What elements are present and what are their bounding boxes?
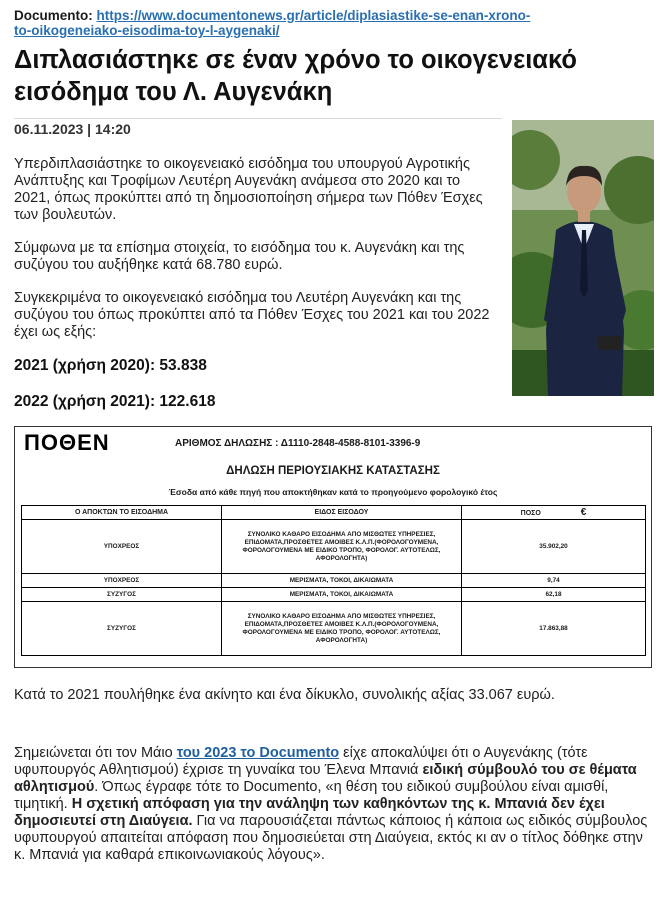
table-header-row: [22, 506, 646, 520]
paragraph-2: Σύμφωνα με τα επίσημα στοιχεία, το εισόδημα του κ. Αυγενάκη και της συζύγου του αυξήθηκε κατά 68.780 ευρώ.: [14, 240, 465, 273]
asset-declaration-form-image: [14, 426, 652, 668]
closing-text-4: Για να παρουσιάζεται πάντως κάποιος ή κάποια ως ειδικός σύμβουλος υφυπουργού απαιτείται απόφαση που δημοσιεύεται στη Διαύγεια, εκτός κι αν ο τίτλος δόθηκε στην κ. Μπανιά για καθαρά επικοινωνιακούς λόγους».: [14, 813, 648, 863]
declaration-number: ΑΡΙΘΜΟΣ ΔΗΛΩΣΗΣ : Δ1110-2848-4588-8101-3396-9: [175, 438, 421, 449]
row-amount: 9,74: [462, 574, 646, 588]
row-amount: 17.863,88: [462, 602, 646, 656]
source-line: [14, 8, 650, 38]
photo-illustration: [512, 120, 654, 396]
row-amount: 62,18: [462, 588, 646, 602]
closing-text-2: είχε αποκαλύψει ότι ο Αυγενάκης (τότε υφυπουργός Αθλητισμού) έχρισε τη γυναίκα του Έλενα Μπανιά: [14, 745, 588, 778]
table-row: [22, 602, 646, 656]
paragraph-3: Συγκεκριμένα το οικογενειακό εισόδημα του Λευτέρη Αυγενάκη και της συζύγου του όπως προκύπτει από τα Πόθεν Έσχες του 2021 και του 2022 έχει ως εξής:: [14, 290, 490, 340]
source-url-line2: to-oikogeneiako-eisodima-toy-l-aygenaki/: [14, 23, 280, 38]
article-headline: Διπλασιάστηκε σε έναν χρόνο το οικογενειακό εισόδημα του Λ. Αυγενάκη: [14, 46, 577, 106]
header-recipient: Ο ΑΠΟΚΤΩΝ ΤΟ ΕΙΣΟΔΗΜΑ: [22, 506, 222, 520]
row-recipient: ΥΠΟΧΡΕΟΣ: [22, 574, 222, 588]
row-income-type: ΜΕΡΙΣΜΑΤΑ, ΤΟΚΟΙ, ΔΙΚΑΙΩΜΑΤΑ: [222, 574, 462, 588]
closing-text-1: Σημειώνεται ότι τον Μάιο: [14, 745, 177, 761]
row-recipient: ΣΥΖΥΓΟΣ: [22, 588, 222, 602]
table-row: [22, 574, 646, 588]
header-amount-label: ΠΟΣΟ: [520, 510, 541, 517]
income-2021: 2021 (χρήση 2020): 53.838: [14, 357, 207, 374]
row-recipient: ΣΥΖΥΓΟΣ: [22, 602, 222, 656]
closing-bold-2: Η σχετική απόφαση για την ανάληψη των καθηκόντων της κ. Μπανιά δεν έχει δημοσιευτεί στη Διαύγεια.: [14, 796, 605, 829]
row-income-type: ΣΥΝΟΛΙΚΟ ΚΑΘΑΡΟ ΕΙΣΟΔΗΜΑ ΑΠΟ ΜΙΣΘΩΤΕΣ ΥΠΗΡΕΣΙΕΣ, ΕΠΙΔΟΜΑΤΑ,ΠΡΟΣΘΕΤΕΣ ΑΜΟΙΒΕΣ Κ.Λ.Π.(ΦΟΡΟΛΟΓΟΥΜΕΝΑ, ΦΟΡΟΛΟΓΟΥΜΕΝΑ ΜΕ ΕΙΔΙΚΟ ΤΡΟΠΟ, ΦΟΡΟΛΟΓ. ΑΥΤΟΤΕΛΩΣ, ΑΦΟΡΟΛΟΓΗΤΑ): [222, 520, 462, 574]
closing-text-3: . Όπως έγραφε τότε το Documento, «η θέση του ειδικού συμβούλου είναι αμισθί, τιμητική.: [14, 779, 609, 812]
header-amount: [462, 506, 646, 520]
article-date: 06.11.2023 | 14:20: [14, 121, 131, 137]
income-2022: 2022 (χρήση 2021): 122.618: [14, 393, 216, 410]
source-label: Documento:: [14, 8, 93, 23]
table-row: [22, 520, 646, 574]
paragraph-after-form: Κατά το 2021 πουλήθηκε ένα ακίνητο και ένα δίκυκλο, συνολικής αξίας 33.067 ευρώ.: [14, 687, 555, 703]
source-url-line1: https://www.documentonews.gr/article/diplasiastike-se-enan-xrono-: [96, 8, 531, 23]
documento-article-link[interactable]: του 2023 το Documento: [176, 745, 340, 761]
headline-divider: [14, 118, 502, 119]
closing-bold-1: ειδική σύμβουλό του σε θέματα αθλητισμού: [14, 762, 637, 795]
row-income-type: ΜΕΡΙΣΜΑΤΑ, ΤΟΚΟΙ, ΔΙΚΑΙΩΜΑΤΑ: [222, 588, 462, 602]
row-amount: 35.902,20: [462, 520, 646, 574]
row-recipient: ΥΠΟΧΡΕΟΣ: [22, 520, 222, 574]
pothen-logo: ΠΟΘΕΝ: [24, 430, 110, 455]
declaration-subtitle: Έσοδα από κάθε πηγή που αποκτήθηκαν κατά το προηγούμενο φορολογικό έτος: [168, 487, 498, 497]
article-photo: [512, 120, 654, 396]
row-income-type: ΣΥΝΟΛΙΚΟ ΚΑΘΑΡΟ ΕΙΣΟΔΗΜΑ ΑΠΟ ΜΙΣΘΩΤΕΣ ΥΠΗΡΕΣΙΕΣ, ΕΠΙΔΟΜΑΤΑ,ΠΡΟΣΘΕΤΕΣ ΑΜΟΙΒΕΣ Κ.Λ.Π.(ΦΟΡΟΛΟΓΟΥΜΕΝΑ, ΦΟΡΟΛΟΓΟΥΜΕΝΑ ΜΕ ΕΙΔΙΚΟ ΤΡΟΠΟ, ΦΟΡΟΛΟΓ. ΑΥΤΟΤΕΛΩΣ, ΑΦΟΡΟΛΟΓΗΤΑ): [222, 602, 462, 656]
euro-symbol: €: [580, 507, 587, 518]
income-table: [21, 505, 646, 656]
table-row: [22, 588, 646, 602]
header-income-type: ΕΙΔΟΣ ΕΙΣΟΔΟΥ: [222, 506, 462, 520]
declaration-title: ΔΗΛΩΣΗ ΠΕΡΙΟΥΣΙΑΚΗΣ ΚΑΤΑΣΤΑΣΗΣ: [226, 465, 440, 477]
paragraph-1: Υπερδιπλασιάστηκε το οικογενειακό εισόδημα του υπουργού Αγροτικής Ανάπτυξης και Τροφίμων Λευτέρη Αυγενάκη ανάμεσα στο 2020 και το 2021, όπως προκύπτει από τη δημοσιοποίηση σήμερα των Πόθεν Έσχες των βουλευτών.: [14, 156, 483, 223]
closing-paragraph: [14, 745, 654, 864]
